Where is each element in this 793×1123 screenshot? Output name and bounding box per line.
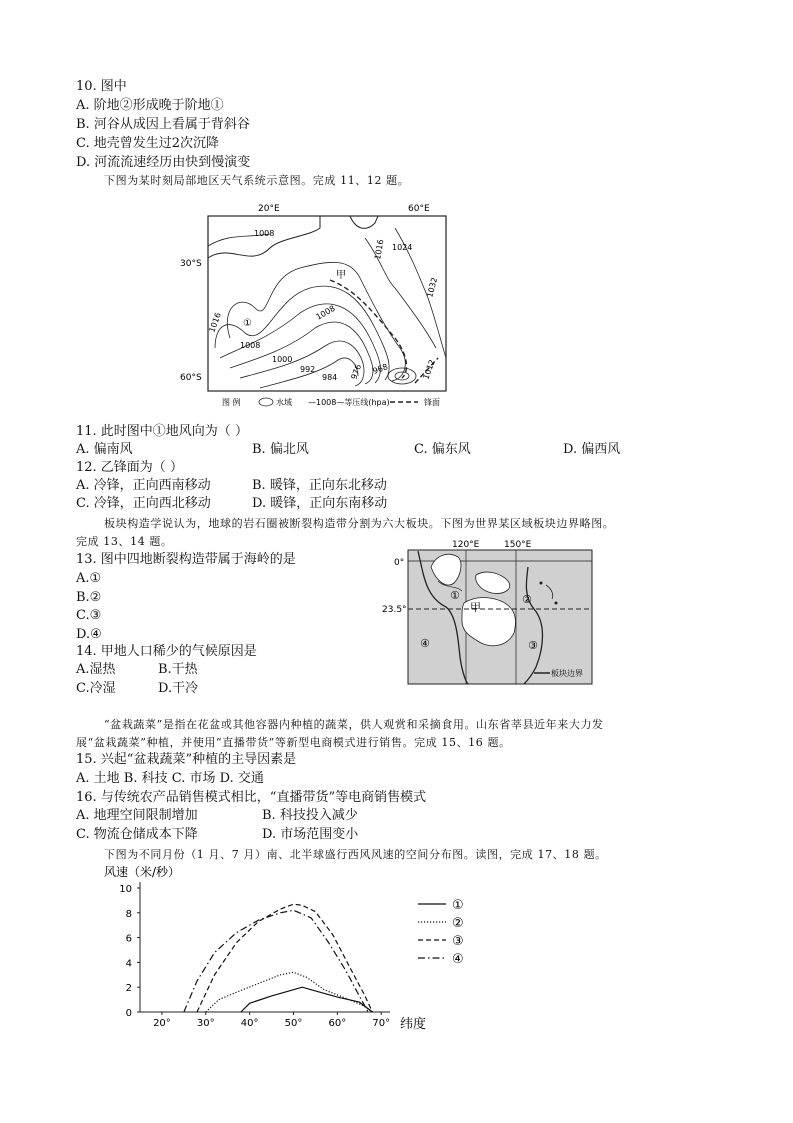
q11-option-d: D. 偏西风 bbox=[563, 442, 621, 457]
x-tick-label: 60° bbox=[328, 1018, 347, 1029]
legend-label-4: ④ bbox=[452, 952, 464, 967]
q14-option-d: D.干冷 bbox=[158, 681, 199, 696]
legend-water-symbol bbox=[259, 398, 273, 406]
q11-option-a: A. 偏南风 bbox=[76, 442, 133, 457]
legend-label-1: ① bbox=[452, 898, 464, 913]
x-tick-label: 50° bbox=[284, 1018, 303, 1029]
q16-option-c: C. 物流仓储成本下降 bbox=[76, 827, 198, 842]
series-line-2 bbox=[206, 972, 373, 1012]
y-tick-label: 10 bbox=[119, 884, 132, 895]
marker-1: ① bbox=[450, 589, 460, 602]
q13-option-d: D.④ bbox=[76, 627, 102, 642]
q14-stem: 14. 甲地人口稀少的气候原因是 bbox=[76, 644, 257, 659]
legend-boundary: 板块边界 bbox=[551, 669, 583, 678]
q13-option-b: B.② bbox=[76, 590, 102, 605]
q10-stem: 10. 图中 bbox=[76, 79, 127, 94]
y-tick-label: 4 bbox=[125, 958, 132, 970]
q16-option-d: D. 市场范围变小 bbox=[262, 827, 359, 842]
wind-speed-chart bbox=[100, 860, 480, 1036]
isobar-label: 1032 bbox=[425, 276, 440, 299]
map1-lon-60: 60°E bbox=[408, 204, 430, 214]
map2-lon-120: 120°E bbox=[452, 540, 480, 550]
marker-3: ③ bbox=[528, 639, 538, 652]
x-tick-label: 70° bbox=[372, 1018, 391, 1029]
legend-label-2: ② bbox=[452, 916, 464, 931]
intro-13-14-line1: 板块构造学说认为，地球的岩石圈被断裂构造带分割为六大板块。下图为世界某区域板块边界略图。 bbox=[104, 517, 615, 530]
legend-title: 图 例 bbox=[222, 398, 241, 407]
isobar-label: 984 bbox=[322, 373, 338, 382]
q13-option-c: C.③ bbox=[76, 608, 102, 623]
isobar-label: 1016 bbox=[373, 238, 386, 261]
map1-lon-20: 20°E bbox=[258, 204, 280, 214]
intro-11-12: 下图为某时刻局部地区天气系统示意图。完成 11、12 题。 bbox=[104, 174, 410, 187]
weather-map bbox=[170, 198, 470, 413]
intro-17-18: 下图为不同月份（1 月、7 月）南、北半球盛行西风风速的空间分布图。读图，完成 17、18 题。 bbox=[104, 848, 607, 861]
y-tick-label: 2 bbox=[125, 983, 132, 995]
legend-label-3: ③ bbox=[452, 934, 464, 949]
isobar-label: 1008 bbox=[314, 303, 337, 322]
marker-1: ① bbox=[243, 318, 252, 329]
y-tick-label: 6 bbox=[125, 933, 132, 945]
marker-4: ④ bbox=[420, 637, 430, 650]
marker-2: ② bbox=[522, 593, 532, 606]
series-line-3 bbox=[197, 904, 373, 1012]
y-tick-label: 8 bbox=[125, 908, 132, 920]
isobar-label: 968 bbox=[371, 362, 390, 376]
q10-option-c: C. 地壳曾发生过2次沉降 bbox=[76, 136, 220, 151]
chart-ylabel: 风速（米/秒） bbox=[104, 865, 181, 879]
q12-stem: 12. 乙锋面为（ ） bbox=[76, 460, 183, 475]
marker-jia: 甲 bbox=[470, 601, 481, 614]
isobar-label: 992 bbox=[300, 365, 316, 374]
map2-lon-150: 150°E bbox=[504, 540, 532, 550]
q16-option-b: B. 科技投入减少 bbox=[262, 808, 358, 823]
isobar-label: 1000 bbox=[272, 355, 293, 364]
q12-option-b: B. 暖锋，正向东北移动 bbox=[252, 478, 387, 493]
legend-water: 水域 bbox=[276, 398, 292, 407]
q12-option-d: D. 暖锋，正向东南移动 bbox=[252, 496, 388, 511]
q11-option-c: C. 偏东风 bbox=[414, 442, 471, 457]
y-tick-label: 0 bbox=[125, 1008, 132, 1019]
q11-option-b: B. 偏北风 bbox=[252, 442, 309, 457]
map2-lat-23: 23.5° bbox=[382, 605, 407, 615]
q15-stem: 15. 兴起“盆栽蔬菜”种植的主导因素是 bbox=[76, 752, 297, 767]
x-tick-label: 20° bbox=[153, 1018, 171, 1029]
marker-jia: 甲 bbox=[336, 270, 346, 281]
q14-option-c: C.冷湿 bbox=[76, 681, 116, 696]
q16-option-a: A. 地理空间限制增加 bbox=[76, 808, 198, 823]
x-tick-label: 40° bbox=[240, 1018, 259, 1029]
q11-stem: 11. 此时图中①地风向为（ ） bbox=[76, 424, 248, 439]
intro-13-14-line2: 完成 13、14 题。 bbox=[76, 535, 173, 548]
q10-option-d: D. 河流流速经历由快到慢演变 bbox=[76, 155, 251, 170]
q13-stem: 13. 图中四地断裂构造带属于海岭的是 bbox=[76, 552, 296, 567]
series-line-1 bbox=[241, 987, 373, 1012]
isobar-label: 976 bbox=[349, 363, 364, 381]
intro-15-16-line1: “盆栽蔬菜”是指在花盆或其他容器内种植的蔬菜，供人观赏和采摘食用。山东省莘县近年来大力发 bbox=[104, 718, 604, 731]
q10-option-a: A. 阶地②形成晚于阶地① bbox=[76, 98, 224, 113]
q16-stem: 16. 与传统农产品销售模式相比，“直播带货”等电商销售模式 bbox=[76, 790, 427, 805]
chart-xlabel: 纬度 bbox=[400, 1017, 427, 1032]
map1-lat-60: 60°S bbox=[180, 373, 202, 383]
plate-map bbox=[376, 537, 596, 687]
x-tick-label: 30° bbox=[196, 1018, 215, 1029]
map1-lat-30: 30°S bbox=[180, 259, 202, 269]
q13-option-a: A.① bbox=[76, 571, 102, 586]
legend-front: 锋面 bbox=[424, 398, 440, 407]
q12-option-a: A. 冷锋，正向西南移动 bbox=[76, 478, 211, 493]
isobar-label: 1008 bbox=[254, 229, 275, 238]
q12-option-c: C. 冷锋，正向西北移动 bbox=[76, 496, 211, 511]
legend-isobar: —1008—等压线(hpa) bbox=[308, 398, 390, 407]
isobar-label: 1016 bbox=[207, 311, 223, 334]
isobar-label: 1024 bbox=[392, 243, 413, 252]
map2-lat-0: 0° bbox=[394, 558, 405, 568]
q14-option-b: B.干热 bbox=[158, 662, 198, 677]
intro-15-16-line2: 展“盆栽蔬菜”种植，并使用“直播带货”等新型电商模式进行销售。完成 15、16 题。 bbox=[76, 736, 511, 749]
isobar-label: 1008 bbox=[240, 341, 261, 350]
isobar-label: 1012 bbox=[421, 358, 437, 381]
q10-option-b: B. 河谷从成因上看属于背斜谷 bbox=[76, 117, 250, 132]
q14-option-a: A.湿热 bbox=[76, 662, 116, 677]
q15-options: A. 土地 B. 科技 C. 市场 D. 交通 bbox=[76, 771, 264, 786]
